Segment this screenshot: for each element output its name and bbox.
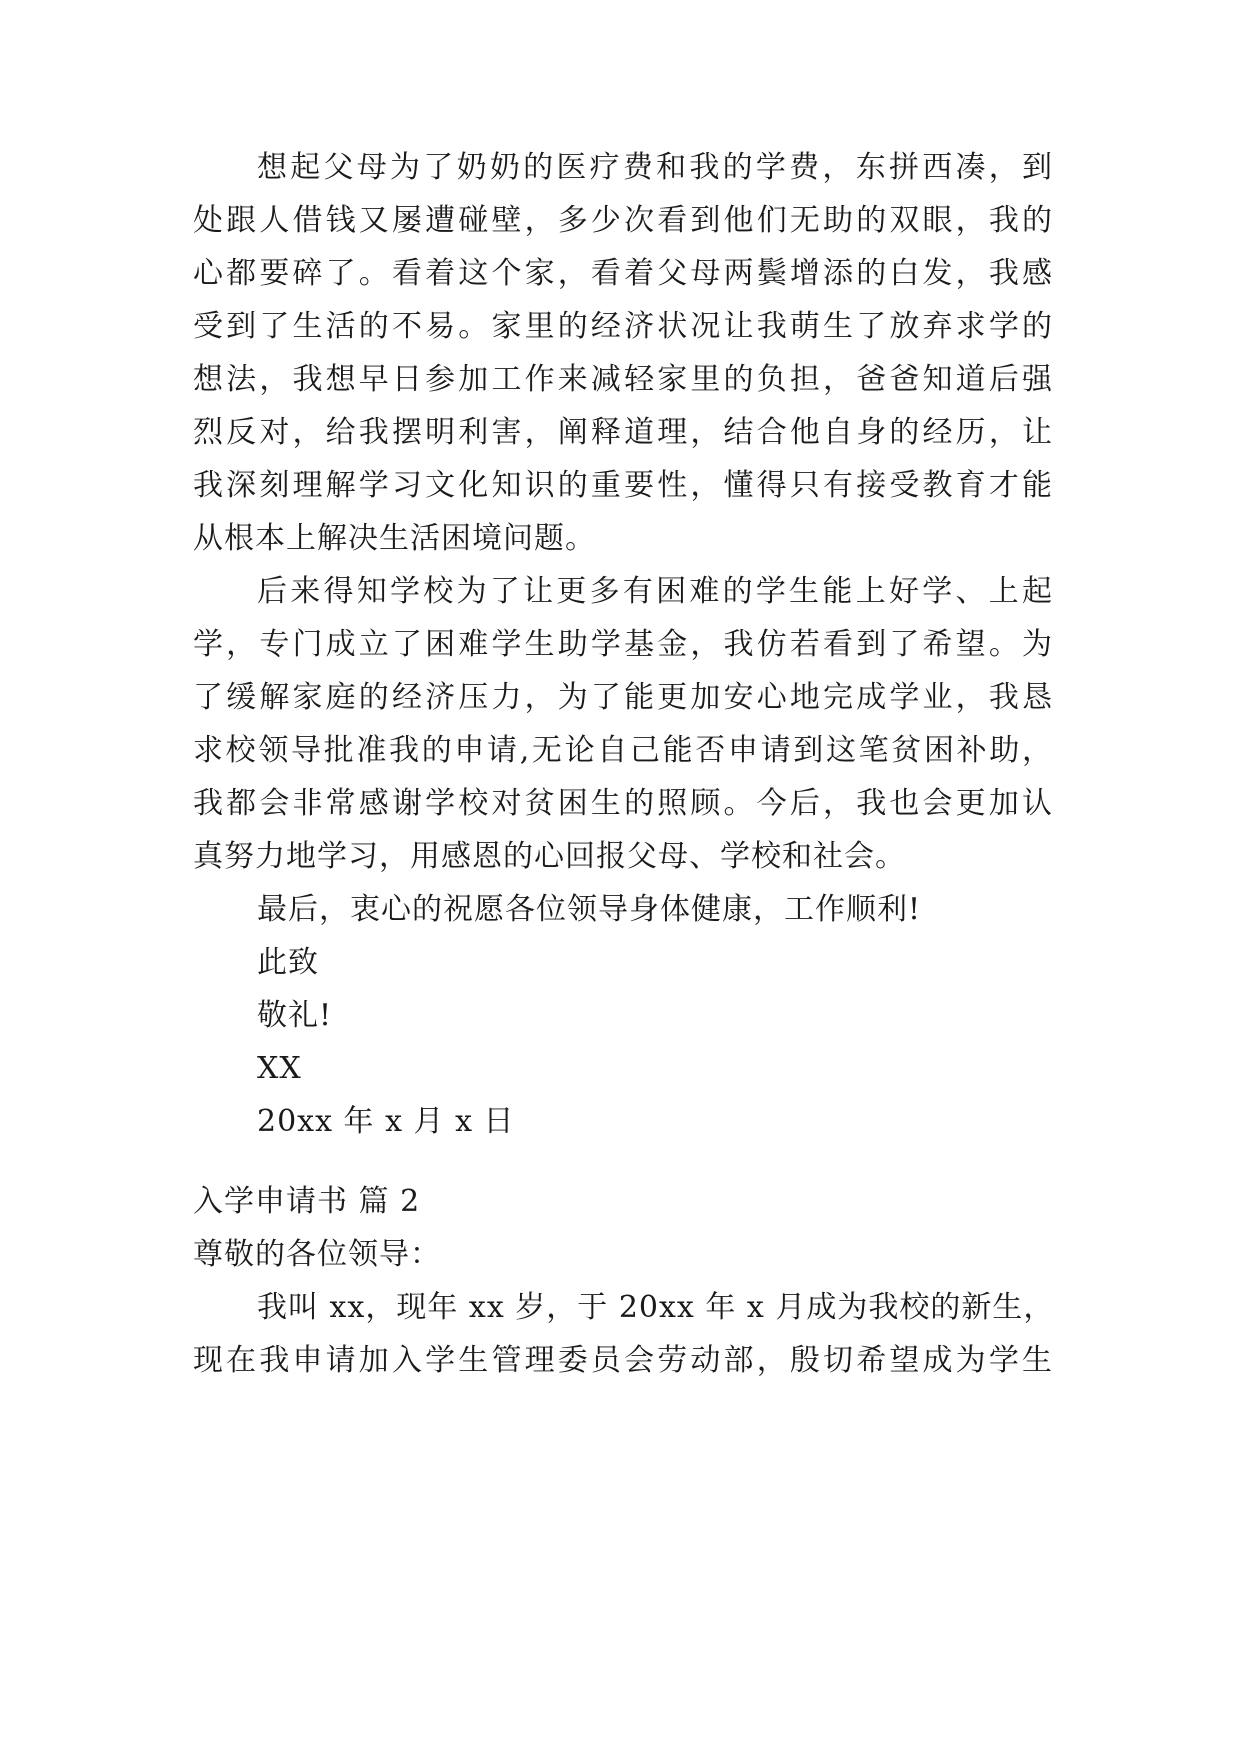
paragraph-line: 求校领导批准我的申请,无论自己能否申请到这笔贫困补助， xyxy=(193,733,1053,768)
greeting: 尊敬的各位领导： xyxy=(193,1237,441,1272)
paragraph-line: 从根本上解决生活困境问题。 xyxy=(193,521,596,556)
paragraph-line: 受到了生活的不易。家里的经济状况让我萌生了放弃求学的 xyxy=(193,309,1053,344)
paragraph-line: 烈反对，给我摆明利害，阐释道理，结合他自身的经历，让 xyxy=(193,415,1053,450)
signature: XX xyxy=(257,1051,302,1086)
paragraph-line: 心都要碎了。看着这个家，看着父母两鬓增添的白发，我感 xyxy=(193,256,1053,291)
paragraph-line: 我深刻理解学习文化知识的重要性，懂得只有接受教育才能 xyxy=(193,468,1053,503)
section-title: 入学申请书 篇 2 xyxy=(193,1184,421,1219)
paragraph-line: 处跟人借钱又屡遭碰壁，多少次看到他们无助的双眼，我的 xyxy=(193,203,1053,238)
closing-wish: 最后，衷心的祝愿各位领导身体健康，工作顺利! xyxy=(257,892,922,927)
paragraph-line: 后来得知学校为了让更多有困难的学生能上好学、上起 xyxy=(257,574,1053,609)
paragraph-line: 想法，我想早日参加工作来减轻家里的负担，爸爸知道后强 xyxy=(193,362,1053,397)
paragraph-line: 想起父母为了奶奶的医疗费和我的学费，东拼西凑，到 xyxy=(257,150,1053,185)
salutation-line-1: 此致 xyxy=(257,945,319,980)
paragraph-line: 我叫 xx，现年 xx 岁，于 20xx 年 x 月成为我校的新生， xyxy=(257,1290,1055,1325)
paragraph-line: 学，专门成立了困难学生助学基金，我仿若看到了希望。为 xyxy=(193,627,1053,662)
paragraph-line: 真努力地学习，用感恩的心回报父母、学校和社会。 xyxy=(193,839,906,874)
date: 20xx 年 x 月 x 日 xyxy=(257,1104,515,1139)
paragraph-line: 现在我申请加入学生管理委员会劳动部，殷切希望成为学生 xyxy=(193,1343,1053,1378)
paragraph-line: 我都会非常感谢学校对贫困生的照顾。今后，我也会更加认 xyxy=(193,786,1053,821)
paragraph-line: 了缓解家庭的经济压力，为了能更加安心地完成学业，我恳 xyxy=(193,680,1053,715)
salutation-line-2: 敬礼! xyxy=(257,998,333,1033)
